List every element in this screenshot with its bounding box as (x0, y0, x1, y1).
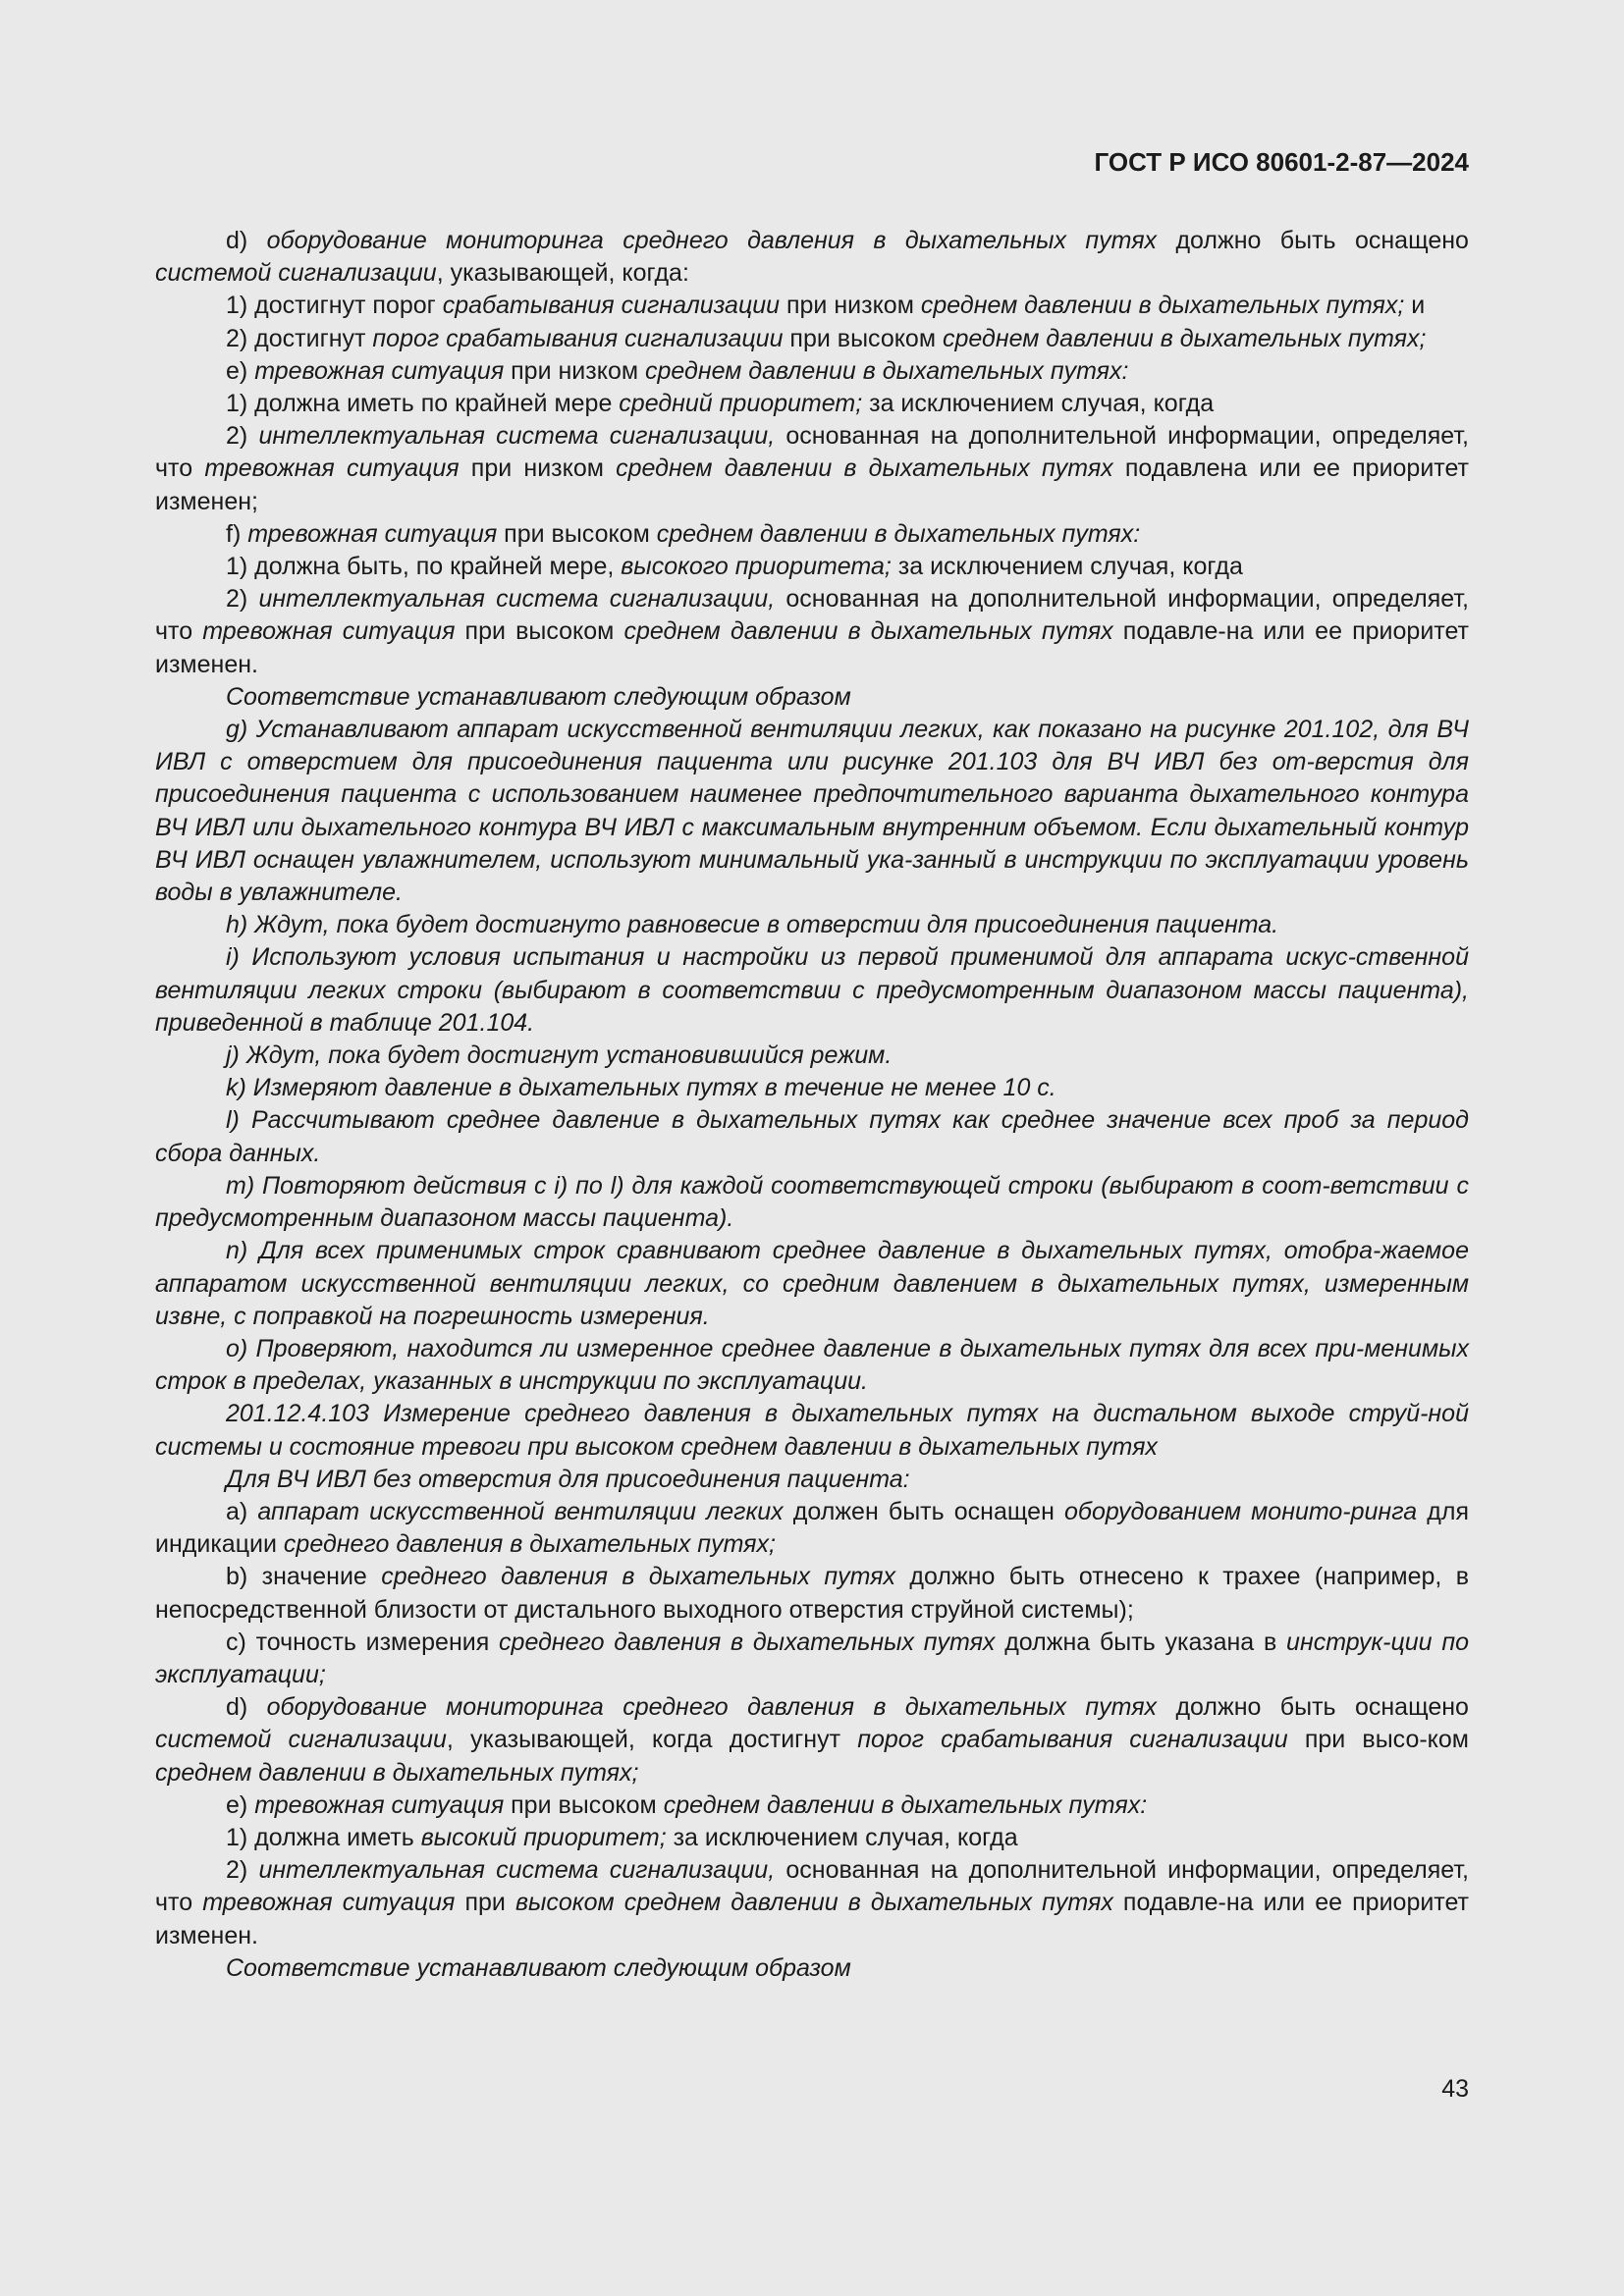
text-run: при высо-ком (1287, 1726, 1469, 1754)
paragraph (155, 1170, 1469, 1235)
paragraph (155, 290, 1469, 322)
text-run: 1) должна иметь по крайней мере (226, 390, 620, 418)
text-run: при высоком (783, 324, 943, 352)
italic-term: среднего давления в дыхательных путях; (283, 1530, 776, 1559)
paragraph (155, 909, 1469, 941)
italic-term: среднем давлении в дыхательных путях: (656, 519, 1141, 548)
text-run: основанная на дополнительной информации, определяет, что (155, 422, 1469, 483)
italic-term: интеллектуальная система сигнализации, (258, 585, 776, 614)
text-run: b) значение (226, 1563, 382, 1591)
italic-term: h) Ждут, пока будет достигнуто равновесие в отверстии для присоединения пациента. (226, 911, 1279, 939)
italic-term: высокий приоритет; (420, 1823, 667, 1851)
italic-term: системой сигнализации (155, 1726, 447, 1754)
italic-term: Для ВЧ ИВЛ без отверстия для присоединения пациента: (226, 1465, 910, 1493)
text-run: подавле-на или ее приоритет изменен. (155, 617, 1469, 678)
paragraph (155, 1561, 1469, 1626)
text-run: при высоком (504, 1790, 664, 1819)
text-run: 1) достигнут порог (226, 292, 443, 320)
paragraph (155, 1691, 1469, 1789)
italic-term: тревожная ситуация (202, 1889, 456, 1917)
paragraph (155, 323, 1469, 355)
italic-term: j) Ждут, пока будет достигнут установившийся режим. (226, 1041, 893, 1070)
paragraph (155, 1072, 1469, 1104)
paragraph (155, 1235, 1469, 1333)
italic-term: среднем давлении в дыхательных путях: (663, 1790, 1148, 1819)
italic-term: тревожная ситуация (254, 356, 505, 385)
italic-term: Соответствие устанавливают следующим образом (226, 682, 851, 711)
italic-term: тревожная ситуация (254, 1790, 505, 1819)
italic-term: оборудование мониторинга среднего давления в дыхательных путях (266, 1693, 1158, 1722)
text-run: d) (226, 227, 267, 254)
italic-term: среднем давлении в дыхательных путях: (645, 356, 1129, 385)
paragraph (155, 420, 1469, 518)
italic-term: среднем давлении в дыхательных путях (623, 617, 1113, 646)
text-run: и (1404, 292, 1426, 320)
text-run: c) точность измерения (226, 1628, 500, 1656)
italic-term: системой сигнализации (155, 259, 437, 288)
italic-term: интеллектуальная система сигнализации, (258, 1856, 776, 1885)
paragraph (155, 1333, 1469, 1398)
italic-term: тревожная ситуация (202, 617, 456, 646)
italic-term: оборудование мониторинга среднего давления в дыхательных путях (266, 227, 1158, 254)
paragraph (155, 355, 1469, 388)
italic-term: o) Проверяют, находится ли измеренное среднее давление в дыхательных путях для всех при-менимых строк в пределах, указанных в инструкции по эксплуатации. (155, 1334, 1469, 1396)
italic-term: m) Повторяют действия с i) по l) для каждой соответствующей строки (выбирают в соот-ветствии с предусмотренным диапазоном массы пациента). (155, 1171, 1469, 1233)
paragraph (155, 1398, 1469, 1463)
text-run: , указывающей, когда: (436, 259, 689, 288)
text-run: , указывающей, когда достигнут (446, 1726, 858, 1754)
text-run: основанная на дополнительной информации, определяет, что (155, 585, 1469, 646)
text-run: должно быть оснащено (1157, 227, 1469, 254)
text-run: должен быть оснащен (783, 1497, 1065, 1525)
text-run: 2) (226, 585, 259, 614)
text-run: при низком (504, 356, 645, 385)
page-number: 43 (1441, 2075, 1469, 2103)
italic-term: k) Измеряют давление в дыхательных путях в течение не менее 10 с. (226, 1074, 1056, 1102)
text-run: должно быть отнесено к трахее (например, в непосредственной близости от дистального выходного отверстия струйной системы); (155, 1563, 1469, 1624)
italic-term: интеллектуальная система сигнализации, (258, 422, 776, 451)
text-run: e) (226, 1790, 255, 1819)
text-run: при высоком (455, 617, 624, 646)
paragraph (155, 1627, 1469, 1691)
italic-term: среднем давлении в дыхательных путях; (942, 324, 1427, 352)
document-header: ГОСТ Р ИСО 80601-2-87—2024 (1094, 147, 1469, 177)
italic-term: оборудованием монито-ринга (1064, 1497, 1418, 1525)
italic-term: g) Устанавливают аппарат искусственной вентиляции легких, как показано на рисунке 201.102, для ВЧ ИВЛ с отверстием для присоединения пациента или рисунке 201.103 для ВЧ ИВЛ без от-верстия для присоединения пациента с использованием наименее предпочтительного варианта дыхательного контура ВЧ ИВЛ или дыхательного контура ВЧ ИВЛ с максимальным внутренним объемом. Если дыхательный контур ВЧ ИВЛ оснащен увлажнителем, используют минимальный ука-занный в инструкции по эксплуатации уровень воды в увлажнителе. (155, 716, 1469, 907)
text-run: при низком (459, 454, 617, 483)
paragraph (155, 1040, 1469, 1072)
italic-term: средний приоритет; (619, 390, 863, 418)
italic-term: тревожная ситуация (247, 519, 498, 548)
italic-term: высокого приоритета; (621, 553, 892, 581)
text-run: 2) (226, 422, 259, 451)
text-run: за исключением случая, когда (891, 553, 1243, 581)
text-run: должно быть оснащено (1157, 1693, 1469, 1722)
italic-term: инструк-ции по эксплуатации; (155, 1628, 1470, 1688)
italic-term: порог срабатывания сигнализации (372, 324, 784, 352)
paragraph (155, 1464, 1469, 1496)
paragraph (155, 714, 1469, 909)
italic-term: 201.12.4.103 Измерение среднего давления в дыхательных путях на дистальном выходе струй-ной системы и состояние тревоги при высоком среднем давлении в дыхательных путях (155, 1400, 1469, 1461)
document-body (155, 225, 1469, 1985)
italic-term: среднего давления в дыхательных путях (381, 1563, 896, 1591)
text-run: d) (226, 1693, 267, 1722)
paragraph (155, 1104, 1469, 1169)
italic-term: среднем давлении в дыхательных путях; (155, 1758, 639, 1787)
italic-term: аппарат искусственной вентиляции легких (257, 1497, 784, 1525)
paragraph (155, 551, 1469, 583)
italic-term: срабатывания сигнализации (442, 292, 781, 320)
paragraph (155, 1496, 1469, 1561)
text-run: 2) (226, 1856, 259, 1885)
text-run: при высоком (497, 519, 657, 548)
paragraph (155, 225, 1469, 290)
text-run: 1) должна иметь (226, 1823, 421, 1851)
italic-term: среднем давлении в дыхательных путях (616, 454, 1113, 483)
text-run: для индикации (155, 1497, 1469, 1559)
text-run: при (455, 1889, 515, 1917)
text-run: основанная на дополнительной информации, определяет, что (155, 1856, 1469, 1917)
paragraph (155, 1854, 1469, 1952)
text-run: e) (226, 356, 255, 385)
italic-term: тревожная ситуация (204, 454, 460, 483)
text-run: за исключением случая, когда (666, 1823, 1018, 1851)
text-run: подавле-на или ее приоритет изменен. (155, 1889, 1470, 1949)
italic-term: Соответствие устанавливают следующим образом (226, 1953, 851, 1982)
paragraph (155, 1822, 1469, 1854)
text-run: a) (226, 1497, 258, 1525)
text-run: 1) должна быть, по крайней мере, (226, 553, 622, 581)
paragraph (155, 1789, 1469, 1822)
text-run: при низком (780, 292, 921, 320)
text-run: 2) достигнут (226, 324, 373, 352)
italic-term: i) Используют условия испытания и настройки из первой применимой для аппарата искус-ственной вентиляции легких строки (выбирают в соответствии с предусмотренным диапазоном массы пациента), приведенной в таблице 201.104. (155, 943, 1469, 1037)
text-run: за исключением случая, когда (862, 390, 1215, 418)
italic-term: среднем давлении в дыхательных путях; (920, 292, 1405, 320)
italic-term: высоком среднем давлении в дыхательных путях (514, 1889, 1113, 1917)
italic-term: n) Для всех применимых строк сравнивают среднее давление в дыхательных путях, отобра-жаемое аппаратом искусственной вентиляции легких, со средним давлением в дыхательных путях, измеренным извне, с поправкой на погрешность измерения. (155, 1237, 1469, 1330)
text-run: подавлена или ее приоритет изменен; (155, 454, 1469, 515)
paragraph (155, 681, 1469, 714)
paragraph (155, 1952, 1469, 1985)
text-run: f) (226, 519, 248, 548)
paragraph (155, 941, 1469, 1040)
paragraph (155, 583, 1469, 681)
text-run: должна быть указана в (995, 1628, 1287, 1656)
italic-term: среднего давления в дыхательных путях (499, 1628, 996, 1656)
paragraph (155, 518, 1469, 551)
italic-term: l) Рассчитывают среднее давление в дыхательных путях как среднее значение всех проб за период сбора данных. (155, 1106, 1469, 1167)
italic-term: порог срабатывания сигнализации (857, 1726, 1288, 1754)
paragraph (155, 388, 1469, 420)
